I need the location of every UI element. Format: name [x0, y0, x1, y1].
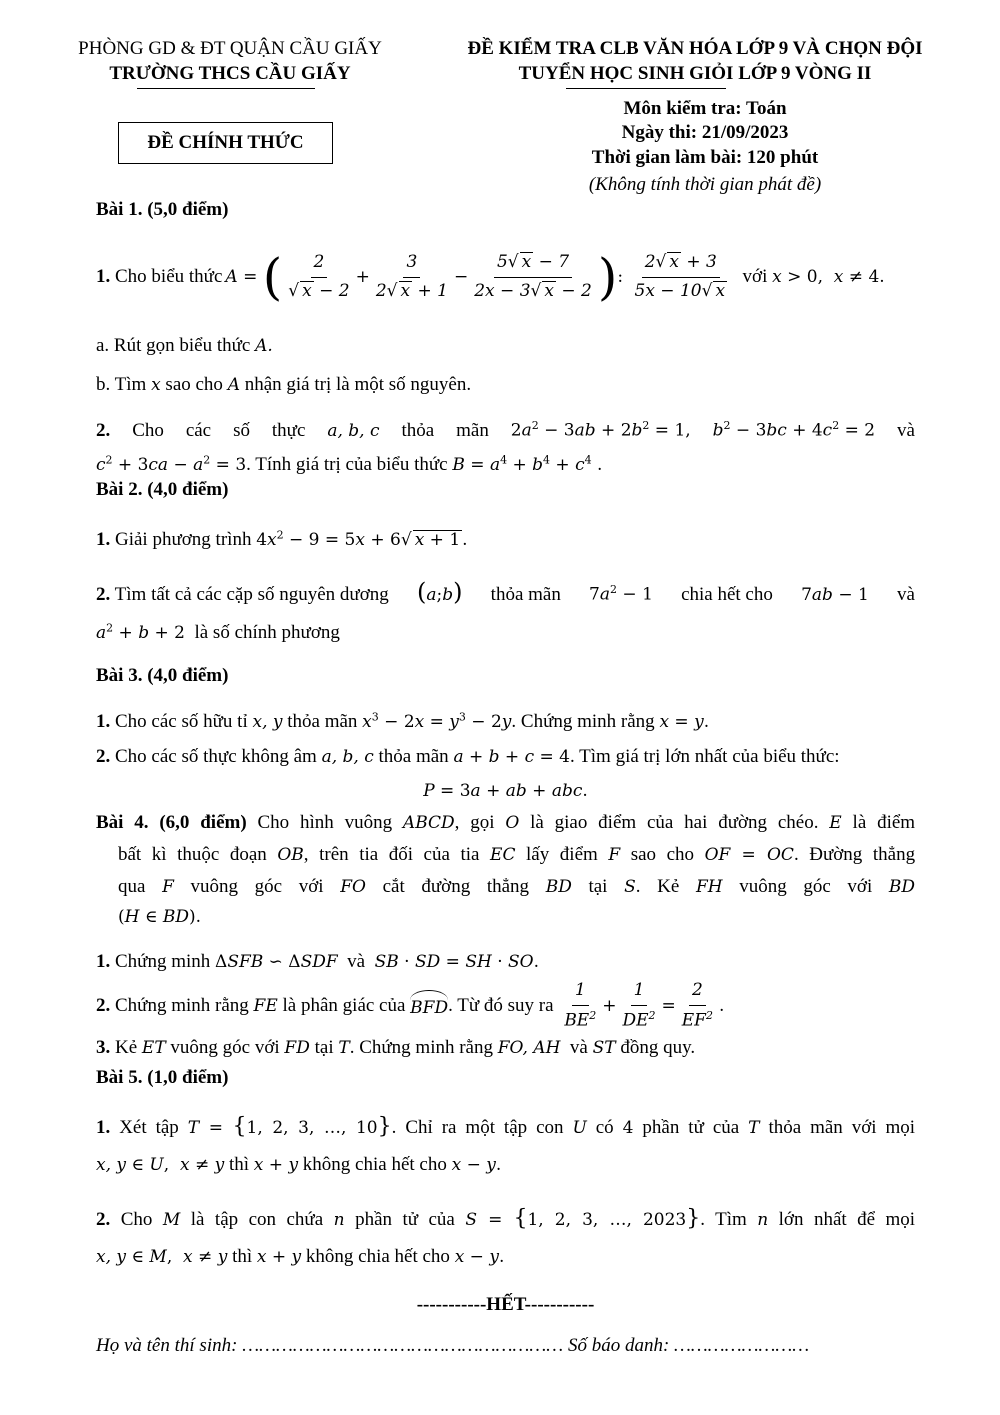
- txt: Cho hình vuông: [257, 812, 393, 833]
- word: thỏa: [401, 420, 435, 441]
- q-text: là số chính phương: [194, 622, 340, 643]
- q-number: 3.: [96, 1037, 111, 1058]
- txt: là giao điểm của hai đường chéo.: [530, 812, 819, 833]
- bai4-q1: 1. Chứng minh ΔSFB ∽ ΔSDF và SB · SD = SH · SO.: [96, 951, 540, 972]
- q-text: . Tính giá trị của biểu thức: [246, 454, 448, 475]
- candidate-info: [96, 1334, 809, 1359]
- bai5-q1-line2: x, y ∈ U, x ≠ y thì x + y không chia hết cho x − y.: [96, 1154, 502, 1175]
- q-text: và: [569, 1037, 588, 1058]
- time-note: (Không tính thời gian phát đề): [588, 174, 822, 195]
- bai5-q2-line1: 2. Cho M là tập con chứa n phần tử của S = {1, 2, 3, …, 2023}. Tìm n lớn nhất để mọi: [96, 1206, 916, 1231]
- txt: cắt đường thẳng: [382, 876, 530, 897]
- txt: bất kì thuộc đoạn: [118, 844, 267, 865]
- q-text: và: [347, 951, 366, 972]
- bai4-line3: qua F vuông góc với FO cắt đường thẳng BD tại S. Kẻ FH vuông góc với BD: [118, 876, 916, 897]
- bai1-q1b: b. Tìm x sao cho A nhận giá trị là một số nguyên.: [96, 374, 472, 395]
- word: Cho: [132, 420, 164, 441]
- bai1-heading: [96, 198, 228, 223]
- bai3-q2: 2. Cho các số thực không âm a, b, c thỏa mãn a + b + c = 4. Tìm giá trị lớn nhất của biểu thức:: [96, 746, 840, 767]
- q-number: 2.: [96, 1209, 111, 1230]
- txt: sao cho: [630, 844, 695, 865]
- txt: có: [595, 1117, 614, 1138]
- school-underline: [137, 88, 315, 89]
- q-text: . Tìm giá trị lớn nhất của biểu thức:: [570, 746, 840, 767]
- word: và: [897, 420, 915, 441]
- q-number: 2.: [96, 584, 111, 605]
- q-text: Tìm tất cả các cặp số nguyên dương: [114, 584, 389, 605]
- id-label: Số báo danh:: [567, 1335, 670, 1356]
- txt: phần tử của: [642, 1117, 740, 1138]
- q-text: sao cho: [165, 374, 223, 395]
- bai1-heading-text: Bài 1. (5,0 điểm): [96, 199, 229, 220]
- q-text: đồng quy.: [620, 1037, 696, 1058]
- txt: thỏa mãn với mọi: [768, 1117, 916, 1138]
- q-text: chia hết cho: [681, 584, 773, 605]
- txt: vuông góc với: [739, 876, 873, 897]
- department-name: PHÒNG GD & ĐT QUẬN CẦU GIẤY: [78, 38, 382, 59]
- bai5-heading: [96, 1066, 228, 1091]
- txt: tại: [588, 876, 608, 897]
- txt: là điểm: [852, 812, 916, 833]
- exam-date: Ngày thi: 21/09/2023: [621, 122, 789, 144]
- title-underline: [566, 88, 726, 89]
- txt: qua: [118, 876, 146, 897]
- exam-title-line-1: ĐỀ KIỂM TRA CLB VĂN HÓA LỚP 9 VÀ CHỌN ĐỘI: [467, 38, 923, 59]
- q-text: a. Rút gọn biểu thức: [96, 335, 251, 356]
- name-label: Họ và tên thí sinh:: [96, 1335, 238, 1356]
- q-number: 2.: [96, 746, 111, 767]
- q-text: Cho các số hữu tỉ: [115, 711, 248, 732]
- name-dots: …………………………………………………: [242, 1335, 564, 1356]
- q-text: thỏa mãn: [490, 584, 561, 605]
- bai2-q2-line1: 2. Tìm tất cả các cặp số nguyên dương (a;b) thỏa mãn $7a^2 - 1$ chia hết cho 7ab − 1 và: [96, 578, 915, 606]
- bai2-heading-text: Bài 2. (4,0 điểm): [96, 479, 229, 500]
- txt: thì: [228, 1154, 250, 1175]
- txt: Cho: [120, 1209, 153, 1230]
- q-text: và: [896, 584, 915, 605]
- txt: . Tìm: [700, 1209, 747, 1230]
- q-number: 1.: [96, 529, 111, 550]
- q-cond-word: với: [742, 265, 768, 287]
- q-number: 1.: [96, 1117, 111, 1138]
- q-text: thỏa mãn: [378, 746, 449, 767]
- txt: Xét tập: [119, 1117, 179, 1138]
- bai4-q3: 3. Kẻ ET vuông góc với FD tại T. Chứng minh rằng FO, AH và ST đồng quy.: [96, 1037, 696, 1058]
- bai2-q2-line2: $a^2 + b + 2$ là số chính phương: [96, 621, 340, 643]
- txt: thì: [232, 1246, 253, 1267]
- q-text: Giải phương trình: [115, 529, 252, 550]
- header-left: [40, 37, 420, 86]
- bai2-q1: 1. Giải phương trình $4x^2 - 9 = 5x + 6√$ x + 1 .: [96, 528, 468, 550]
- q-number: 1.: [96, 265, 111, 287]
- q-text: thỏa mãn: [287, 711, 358, 732]
- q-text: Chứng minh rằng: [115, 994, 249, 1016]
- txt: lớn nhất để mọi: [778, 1209, 916, 1230]
- q-text: vuông góc với: [170, 1037, 280, 1058]
- txt: , trên tia đối của tia: [303, 844, 480, 865]
- id-dots: ……………………: [674, 1335, 810, 1356]
- word: các: [185, 420, 212, 441]
- txt: lấy điểm: [526, 844, 598, 865]
- q-number: 2.: [96, 994, 111, 1016]
- txt: , gọi: [454, 812, 495, 833]
- txt: không chia hết cho: [305, 1246, 450, 1267]
- bai2-heading: [96, 478, 228, 503]
- txt: . Chỉ ra một tập con: [391, 1117, 564, 1138]
- txt: . Kẻ: [635, 876, 680, 897]
- bai3-q1: 1. Cho các số hữu tỉ x, y thỏa mãn $x^3 - 2x = y^3 - 2y$. Chứng minh rằng x = y.: [96, 710, 710, 732]
- txt: . Đường thẳng: [793, 844, 916, 865]
- q-text: . Chứng minh rằng: [511, 711, 655, 732]
- bai4-line4: (H ∈ BD).: [118, 907, 202, 927]
- txt: không chia hết cho: [302, 1154, 447, 1175]
- q-text: b. Tìm: [96, 374, 147, 395]
- q-text: . Từ đó suy ra: [448, 994, 554, 1016]
- q-text: là phân giác của: [282, 994, 406, 1016]
- q-text: Kẻ: [115, 1037, 138, 1058]
- q-number: 1.: [96, 711, 111, 732]
- duration: Thời gian làm bài: 120 phút: [591, 146, 819, 168]
- q-text: nhận giá trị là một số nguyên.: [244, 374, 472, 395]
- txt: vuông góc với: [190, 876, 324, 897]
- header-right: [415, 37, 975, 86]
- bai1-q2-line2: $c^2 + 3ca - a^2 = 3$. Tính giá trị của biểu thức $B = a^4 + b^4 + c^4$ .: [96, 453, 603, 475]
- q-number: 1.: [96, 951, 111, 972]
- bai4-line1: Bài 4. (6,0 điểm) Cho hình vuông ABCD, gọi O là giao điểm của hai đường chéo. E là điểm: [96, 812, 916, 833]
- bai1-q1: 1. Cho biểu thức A = ( $\frac{2}{√ x - 2}$ + $\frac{3}{2√ x + 1}$ − $\frac{5√ x - 7}{2x - 3√ x - 2}$ ) : $\frac{2√ x + 3}{5x - 10√ x}$ với x > 0, x ≠ 4.: [96, 248, 885, 306]
- txt: phần tử của: [355, 1209, 455, 1230]
- bai5-heading-text: Bài 5. (1,0 điểm): [96, 1067, 229, 1088]
- word: số: [233, 420, 250, 441]
- bai3-expression-p: P = 3a + ab + abc.: [423, 781, 588, 801]
- word: thực: [271, 420, 306, 441]
- bai1-q2-line1: 2. Cho các số thực a, b, c thỏa mãn $2a^2 - 3ab + 2b^2 = 1$, $b^2 - 3bc + 4c^2 = 2$ và: [96, 419, 915, 444]
- exam-title-line-2: TUYỂN HỌC SINH GIỎI LỚP 9 VÒNG II: [518, 62, 872, 84]
- q-text: Cho biểu thức: [115, 265, 223, 287]
- q-text: . Chứng minh rằng: [349, 1037, 493, 1058]
- bai4-q2: 2. Chứng minh rằng FE là phân giác của BFD . Từ đó suy ra $\frac{1}{BE^2}$ + $\frac{1}{DE^2}$ = $\frac{2}{EF^2}$ .: [96, 980, 725, 1031]
- official-label: ĐỀ CHÍNH THỨC: [147, 132, 304, 153]
- bai3-heading: [96, 664, 228, 689]
- subject: Môn kiểm tra: Toán: [623, 98, 787, 119]
- bai3-heading-text: Bài 3. (4,0 điểm): [96, 665, 229, 686]
- bai4-line2: bất kì thuộc đoạn OB, trên tia đối của tia EC lấy điểm F sao cho OF = OC. Đường thẳng: [118, 844, 916, 865]
- q-number: 2.: [96, 420, 111, 441]
- q-text: tại: [314, 1037, 334, 1058]
- txt: là tập con chứa: [190, 1209, 324, 1230]
- bai5-q1-line1: 1. Xét tập T = {1, 2, 3, …, 10}. Chỉ ra một tập con U có 4 phần tử của T thỏa mãn với mọi: [96, 1114, 916, 1139]
- q-text: Cho các số thực không âm: [115, 746, 317, 767]
- bai4-heading-text: Bài 4. (6,0 điểm): [96, 812, 247, 833]
- school-name: TRƯỜNG THCS CẦU GIẤY: [109, 62, 351, 84]
- bai1-q1a: a. Rút gọn biểu thức A.: [96, 335, 273, 356]
- q-text: Chứng minh: [115, 951, 211, 972]
- word: mãn: [456, 420, 489, 441]
- end-marker: -----------HẾT-----------: [416, 1294, 595, 1315]
- bai5-q2-line2: x, y ∈ M, x ≠ y thì x + y không chia hết cho x − y.: [96, 1246, 505, 1267]
- official-stamp-box: [118, 122, 333, 164]
- exam-info: [540, 97, 870, 170]
